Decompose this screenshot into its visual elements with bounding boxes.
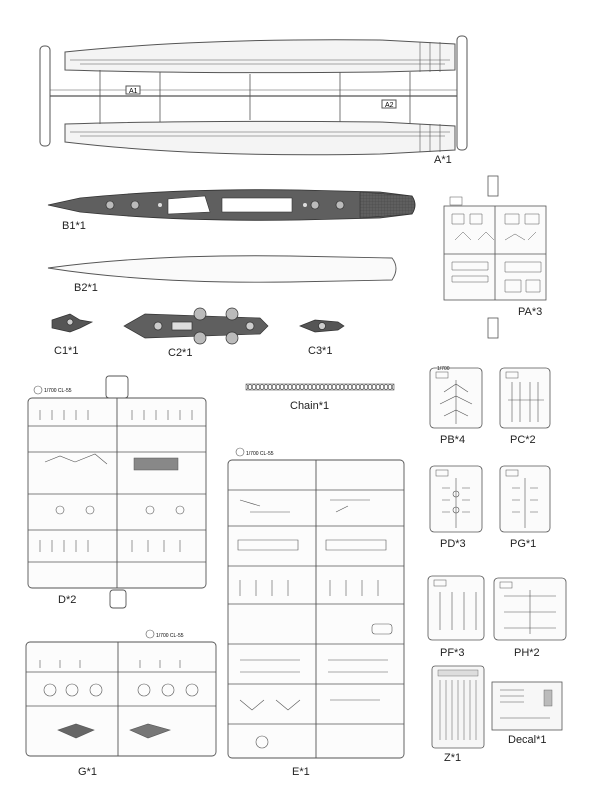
fret-pd [430, 466, 482, 532]
part-c1 [52, 314, 92, 332]
fret-pc [500, 368, 550, 428]
label-pa: PA*3 [518, 306, 543, 318]
label-c2: C2*1 [168, 347, 193, 359]
label-b2: B2*1 [74, 282, 98, 294]
part-c3 [300, 320, 344, 332]
sprue-e [228, 448, 404, 758]
label-z: Z*1 [444, 752, 462, 764]
label-pg: PG*1 [510, 538, 537, 550]
label-decal: Decal*1 [508, 734, 547, 746]
label-pc: PC*2 [510, 434, 536, 446]
fret-pb [430, 368, 482, 428]
sprue-d [28, 376, 206, 608]
pe-scale-tag: 1/700 [437, 366, 450, 372]
label-ph: PH*2 [514, 647, 540, 659]
part-b1 [48, 190, 415, 221]
label-a: A*1 [434, 154, 452, 166]
label-a1: A1 [129, 88, 138, 95]
part-b2 [48, 256, 396, 282]
label-e: E*1 [292, 766, 310, 778]
label-a2: A2 [385, 102, 394, 109]
decal-sheet [492, 682, 562, 730]
sprue-g [26, 630, 216, 756]
label-g: G*1 [78, 766, 97, 778]
sprue-g-tag: 1/700 CL-55 [156, 633, 184, 639]
label-pb: PB*4 [440, 434, 466, 446]
sprue-d-tag: 1/700 CL-55 [44, 388, 72, 394]
label-d: D*2 [58, 594, 77, 606]
fret-pf [428, 576, 484, 640]
fret-z [432, 666, 484, 748]
sprue-e-tag: 1/700 CL-55 [246, 451, 274, 457]
label-c3: C3*1 [308, 345, 333, 357]
chain [246, 384, 394, 390]
label-pd: PD*3 [440, 538, 466, 550]
fret-ph [494, 578, 566, 640]
label-pf: PF*3 [440, 647, 465, 659]
label-c1: C1*1 [54, 345, 79, 357]
sprue-a [40, 36, 467, 155]
part-c2 [124, 308, 268, 344]
label-chain: Chain*1 [290, 400, 330, 412]
label-b1: B1*1 [62, 220, 86, 232]
fret-pg [500, 466, 550, 532]
